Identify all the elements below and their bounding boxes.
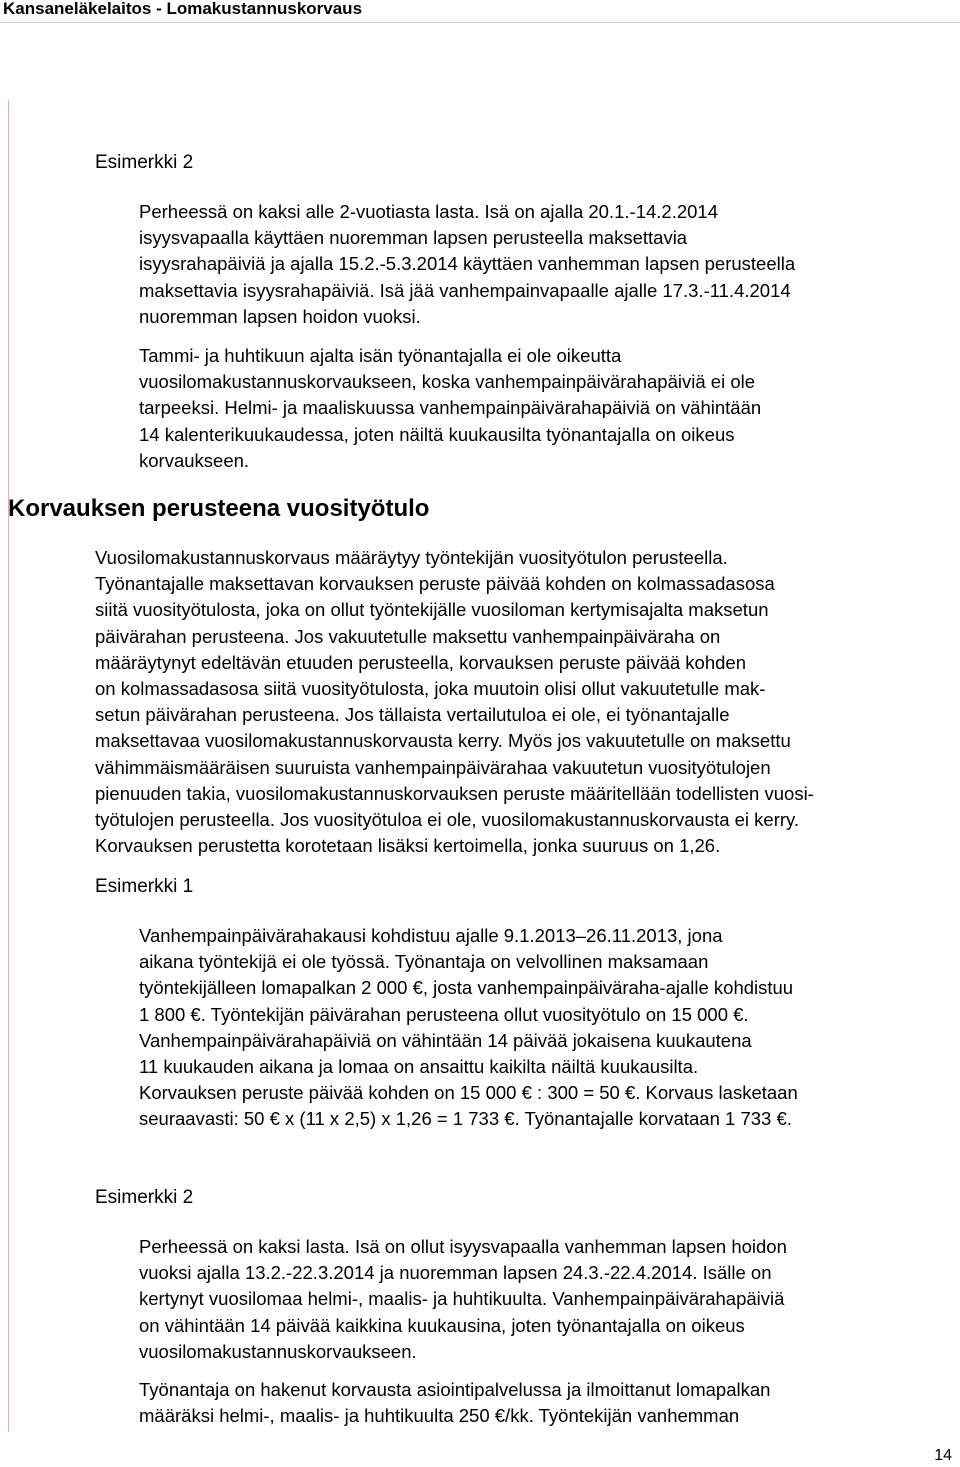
text-line: on kolmassadasosa siitä vuosityötulosta, joka muutoin olisi ollut vakuutetulle mak- [95, 678, 766, 700]
text-line: määräksi helmi-, maalis- ja huhtikuulta 250 €/kk. Työntekijän vanhemman [139, 1405, 740, 1427]
text-line: 14 kalenterikuukaudessa, joten näiltä kuukausilta työnantajalla on oikeus [139, 423, 735, 445]
text-line: maksettavaa vuosilomakustannuskorvausta kerry. Myös jos vakuutetulle on maksettu [95, 730, 791, 752]
text-line: isyysvapaalla käyttäen nuoremman lapsen perusteella maksettavia [139, 227, 688, 249]
example2-heading: Esimerkki 2 [95, 1187, 194, 1208]
text-line: Korvauksen peruste päivää kohden on 15 000 € : 300 = 50 €. Korvaus lasketaan [139, 1082, 798, 1104]
example-top-heading: Esimerkki 2 [95, 152, 194, 173]
section-body [95, 545, 814, 859]
text-line: työntekijälleen lomapalkan 2 000 €, josta vanhempainpäiväraha-ajalle kohdistuu [139, 977, 794, 999]
example2-paragraph-1 [139, 1234, 787, 1365]
text-line: on vähintään 14 päivää kaikkina kuukausina, joten työnantajalla on oikeus [139, 1314, 745, 1336]
text-line: Työnantajalle maksettavan korvauksen peruste päivää kohden on kolmassadasosa [95, 573, 775, 595]
example2-paragraph-2 [139, 1377, 770, 1429]
text-line: 1 800 €. Työntekijän päivärahan perusteena ollut vuosityötulo on 15 000 €. [139, 1003, 749, 1025]
text-line: määräytynyt edeltävän etuuden perusteella, korvauksen peruste päivää kohden [95, 651, 747, 673]
left-margin-rule [8, 100, 9, 1432]
example1-body [139, 923, 798, 1133]
text-line: isyysrahapäiviä ja ajalla 15.2.-5.3.2014 käyttäen vanhemman lapsen perusteella [139, 253, 796, 275]
example-top-paragraph-2 [139, 343, 761, 474]
page-number: 14 [934, 1447, 952, 1464]
text-line: vuosilomakustannuskorvaukseen, koska vanhempainpäivärahapäiviä ei ole [139, 371, 756, 393]
document-header-title: Kansaneläkelaitos - Lomakustannuskorvaus [3, 0, 363, 18]
text-line: työtulojen perusteella. Jos vuosityötuloa ei ole, vuosilomakustannuskorvausta ei kerry. [95, 809, 800, 831]
text-line: Perheessä on kaksi lasta. Isä on ollut isyysvapaalla vanhemman lapsen hoidon [139, 1236, 787, 1257]
text-line: Vanhempainpäivärahapäiviä on vähintään 14 päivää jokaisena kuukautena [139, 1029, 752, 1051]
text-line: siitä vuosityötulosta, joka on ollut työntekijälle vuosiloman kertymisajalta maksetun [95, 599, 769, 621]
text-line: 11 kuukauden aikana ja lomaa on ansaittu kaikilta näiltä kuukausilta. [139, 1056, 699, 1078]
text-line: kertynyt vuosilomaa helmi-, maalis- ja huhtikuulta. Vanhempainpäivärahapäiviä [139, 1288, 785, 1310]
text-line: Vuosilomakustannuskorvaus määräytyy työntekijän vuosityötulon perusteella. [95, 547, 728, 568]
text-line: pienuuden takia, vuosilomakustannuskorvauksen peruste määritellään todellisten vuosi- [95, 782, 814, 804]
text-line: Korvauksen perustetta korotetaan lisäksi kertoimella, jonka suuruus on 1,26. [95, 835, 721, 857]
text-line: päivärahan perusteena. Jos vakuutetulle maksettu vanhempainpäiväraha on [95, 625, 721, 647]
text-line: seuraavasti: 50 € x (11 x 2,5) x 1,26 = 1 733 €. Työnantajalle korvataan 1 733 €. [139, 1108, 792, 1130]
text-line: nuoremman lapsen hoidon vuoksi. [139, 305, 421, 327]
text-line: tarpeeksi. Helmi- ja maaliskuussa vanhempainpäivärahapäiviä on vähintään [139, 397, 762, 419]
example-top-paragraph-1 [139, 199, 795, 330]
section-heading: Korvauksen perusteena vuosityötulo [8, 495, 430, 522]
text-line: maksettavia isyysrahapäiviä. Isä jää vanhempainvapaalle ajalle 17.3.-11.4.2014 [139, 279, 791, 301]
text-line: korvaukseen. [139, 449, 250, 471]
example1-heading: Esimerkki 1 [95, 876, 194, 897]
text-line: aikana työntekijä ei ole työssä. Työnantaja on velvollinen maksamaan [139, 951, 709, 973]
text-line: Perheessä on kaksi alle 2-vuotiasta lasta. Isä on ajalla 20.1.-14.2.2014 [139, 201, 719, 222]
text-line: vähimmäismääräisen suuruista vanhempainpäivärahaa vakuutetun vuosityötulojen [95, 756, 771, 778]
text-line: vuoksi ajalla 13.2.-22.3.2014 ja nuoremman lapsen 24.3.-22.4.2014. Isälle on [139, 1262, 772, 1284]
text-line: vuosilomakustannuskorvaukseen. [139, 1340, 417, 1362]
header-divider [0, 22, 960, 23]
text-line: Työnantaja on hakenut korvausta asiointipalvelussa ja ilmoittanut lomapalkan [139, 1379, 771, 1400]
text-line: Vanhempainpäivärahakausi kohdistuu ajalle 9.1.2013–26.11.2013, jona [139, 925, 723, 946]
text-line: setun päivärahan perusteena. Jos tällaista vertailutuloa ei ole, ei työnantajalle [95, 704, 730, 726]
text-line: Tammi- ja huhtikuun ajalta isän työnantajalla ei ole oikeutta [139, 345, 622, 366]
